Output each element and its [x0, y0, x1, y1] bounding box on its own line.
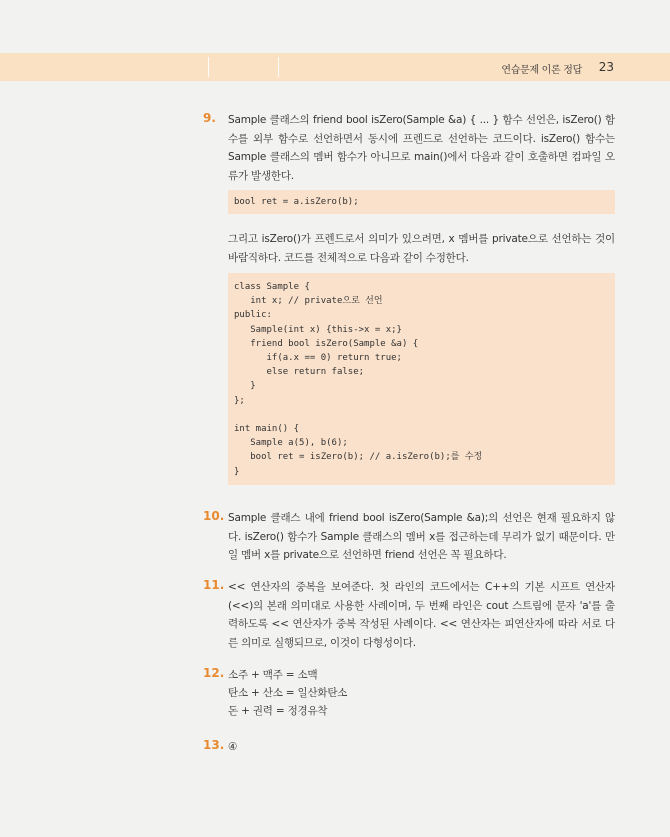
answer-item-11: [203, 578, 615, 652]
answer-item-13: [203, 738, 615, 757]
answer-item-12: [203, 666, 615, 720]
code-block: class Sample { int x; // private으로 선언 public: Sample(int x) {this->x = x;} friend bool isZero(Sample &a) { if(a.x == 0) return true; else return false; } }; int main() { Sample a(5), b(6); bool ret = isZero(b); // a.isZero(b);를 수정 }: [228, 273, 615, 485]
answer-line: 돈 + 권력 = 정경유착: [228, 705, 328, 717]
answer-item-9: [203, 111, 615, 485]
answer-text: Sample 클래스 내에 friend bool isZero(Sample &a);의 선언은 현재 필요하지 않다. isZero() 함수가 Sample 클래스의 멤버 x를 접근하는데 무리가 없기 때문이다. 만일 멤버 x를 private으로 선언하면 friend 선언은 꼭 필요하다.: [228, 512, 615, 561]
answer-text: << 연산자의 중복을 보여준다. 첫 라인의 코드에서는 C++의 기본 시프트 연산자(<<)의 본래 의미대로 사용한 사례이며, 두 번째 라인은 cout 스트림에 문자 'a'를 출력하도록 << 연산자가 중복 작성된 사례이다. << 연산자는 피연산자에 따라 서로 다른 의미로 실행되므로, 이것이 다형성이다.: [228, 581, 615, 649]
page-number: 23: [598, 60, 614, 74]
header-divider: [208, 57, 209, 77]
answer-line: 탄소 + 산소 = 일산화탄소: [228, 687, 348, 699]
item-number: 13.: [203, 738, 225, 752]
answer-text: Sample 클래스의 friend bool isZero(Sample &a) { ... } 함수 선언은, isZero() 함수를 외부 함수로 선언하면서 동시에 프렌드로 선언하는 코드이다. isZero() 함수는 Sample 클래스의 멤버 함수가 아니므로 main()에서 다음과 같이 호출하면 컴파일 오류가 발생한다.: [228, 114, 615, 182]
answer-line: 소주 + 맥주 = 소맥: [228, 669, 318, 681]
item-number: 12.: [203, 666, 225, 680]
header-divider: [278, 57, 279, 77]
item-number: 11.: [203, 578, 225, 592]
code-block: bool ret = a.isZero(b);: [228, 190, 615, 214]
item-number: 10.: [203, 509, 225, 523]
answer-text: 그리고 isZero()가 프렌드로서 의미가 있으려면, x 멤버를 private으로 선언하는 것이 바람직하다. 코드를 전체적으로 다음과 같이 수정한다.: [228, 233, 615, 264]
answer-item-10: [203, 509, 615, 565]
item-number: 9.: [203, 111, 216, 125]
header-title: 연습문제 이론 정답: [501, 65, 582, 76]
answer-text: ④: [228, 741, 238, 753]
answer-lines: [228, 666, 615, 720]
